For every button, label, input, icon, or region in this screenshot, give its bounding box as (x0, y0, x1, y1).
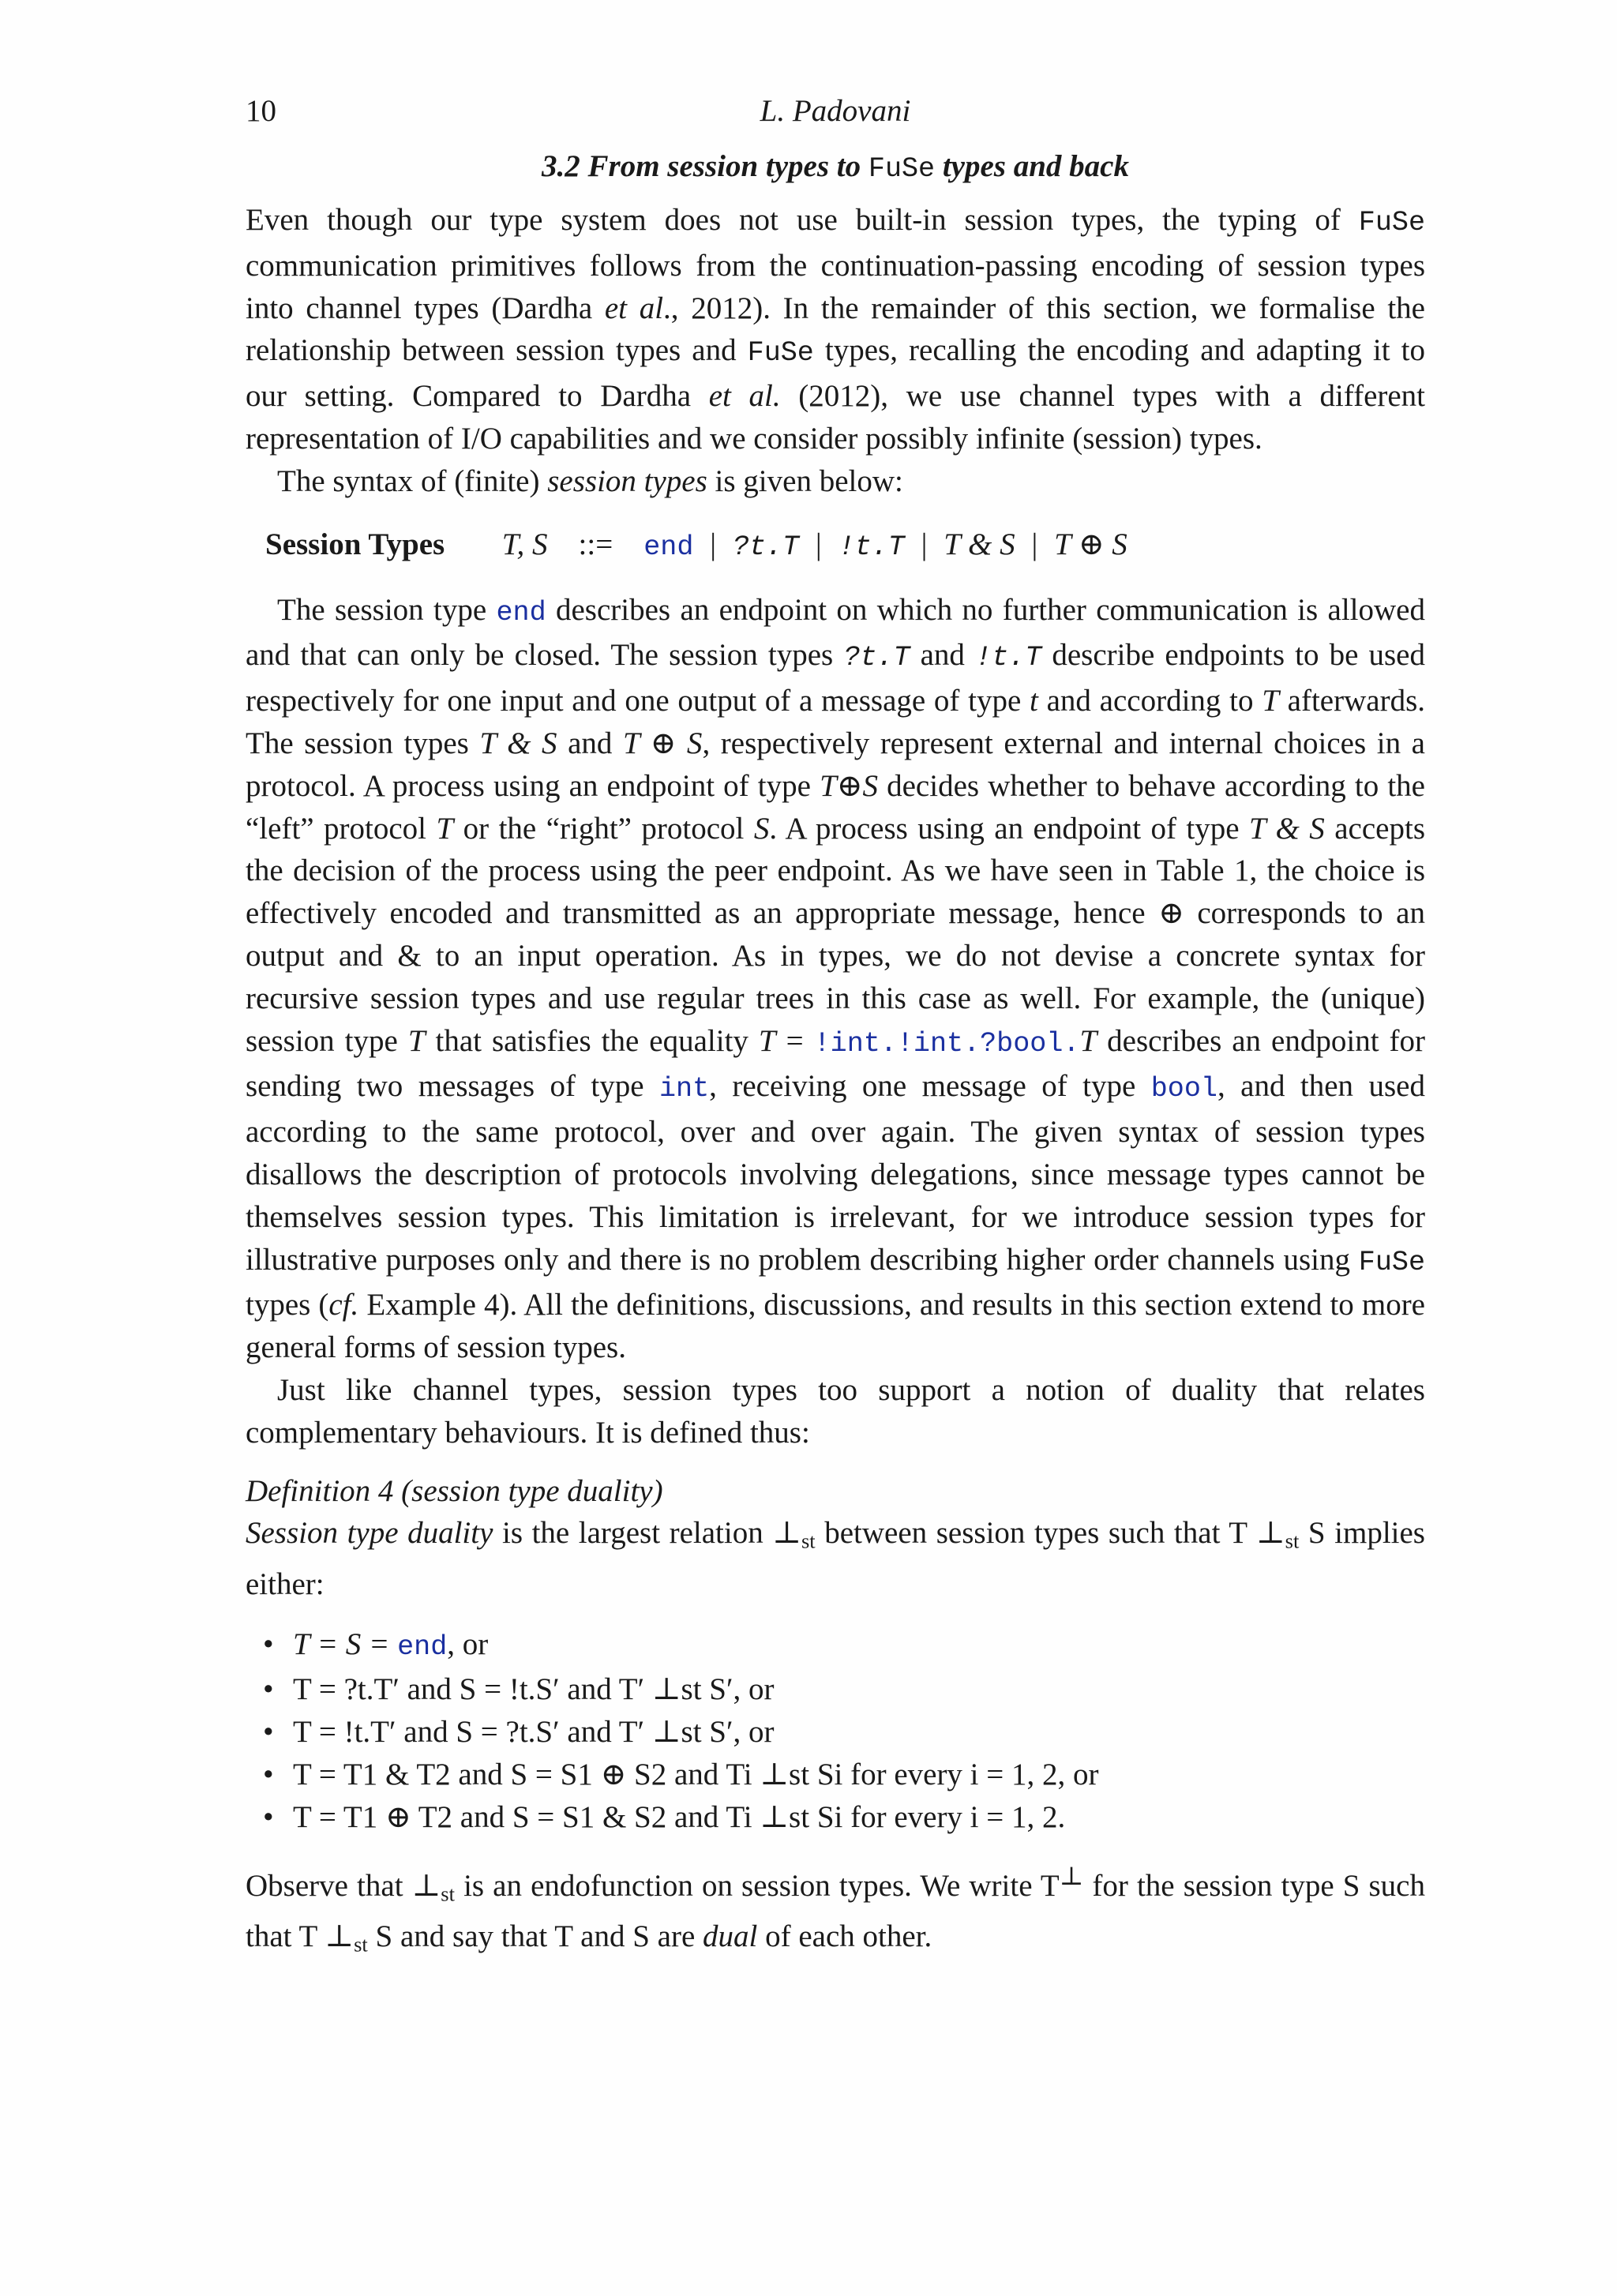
page-number: 10 (246, 94, 276, 128)
list-item: • T = ?t.T′ and S = !t.S′ and T′ ⊥st S′, or (293, 1668, 1425, 1711)
paragraph-session-types-explained: The session type end describes an endpoint on which no further communication is allowed and that can only be closed. The session types ?t.T and !t.T describe endpoints to be used respectively for one input and one output of a message of type t and according to T afterwards. The session types T & S and T ⊕ S, respectively represent external and internal choices in a protocol. A process using an endpoint of type T⊕S decides whether to behave according to the “left” protocol T or the “right” protocol S. A process using an endpoint of type T & S accepts the decision of the process using the peer endpoint. As we have seen in Table 1, the choice is effectively encoded and transmitted as an appropriate message, hence ⊕ corresponds to an output and & to an input operation. As in types, we do not devise a concrete syntax for recursive session types and use regular trees in this case as well. For example, the (unique) session type T that satisfies the equality T = !int.!int.?bool.T describes an endpoint for sending two messages of type int, receiving one message of type bool, and then used according to the same protocol, over and over again. The given syntax of session types disallows the description of protocols involving delegations, since message types cannot be themselves session types. This limitation is irrelevant, for we introduce session types for illustrative purposes only and there is no problem describing higher order channels using FuSe types (cf. Example 4). All the definitions, discussions, and results in this section extend to more general forms of session types. (246, 592, 1426, 1365)
grammar-alt-input: ?t.T (732, 531, 800, 563)
grammar-alt-branch: T & S (944, 527, 1015, 561)
grammar-alt-end: end (643, 531, 694, 563)
list-item: • T = !t.T′ and S = ?t.S′ and T′ ⊥st S′, or (293, 1711, 1425, 1754)
paragraph-duality-intro: Just like channel types, session types too support a notion of duality that relates complementary behaviours. It is defined thus: (246, 1372, 1425, 1450)
paragraph-endofunction: Observe that $\perp_{st}$ is an endofunction on session types. We write T⊥ for the session type S such that T $\perp_{st}$ S and say that T and S are dual of each other. (246, 1862, 1425, 1956)
definition-heading: Definition 4 (session type duality) (246, 1473, 663, 1508)
grammar-alt-output: !t.T (838, 531, 905, 563)
section-title: 3.2 From session types to FuSe types and back (542, 149, 1129, 185)
session-types-grammar: Session Types T, S ::= end | ?t.T | !t.T | T & S | T ⊕ S (265, 523, 1425, 568)
paragraph-syntax-intro: The syntax of (finite) session types is given below: (277, 463, 903, 498)
grammar-alt-choice: T ⊕ S (1054, 527, 1127, 561)
duality-cases-list (246, 1623, 1425, 1839)
paper-page (246, 93, 1425, 1966)
grammar-label: Session Types (265, 527, 445, 561)
list-item: • T = T1 & T2 and S = S1 ⊕ S2 and Ti ⊥st Si for every i = 1, 2, or (293, 1754, 1425, 1796)
paragraph-intro: Even though our type system does not use built-in session types, the typing of FuSe communication primitives follows from the continuation-passing encoding of session types into channel types (Dardha et al., 2012). In the remainder of this section, we formalise the relationship between session types and FuSe types, recalling the encoding and adapting it to our setting. Compared to Dardha et al. (2012), we use channel types with a different representation of I/O capabilities and we consider possibly infinite (session) types. (246, 203, 1426, 456)
list-item: • T = T1 ⊕ T2 and S = S1 & S2 and Ti ⊥st Si for every i = 1, 2. (293, 1796, 1425, 1839)
running-header (246, 93, 1425, 141)
list-item: • T = S = end, or (293, 1623, 1425, 1669)
running-author: L. Padovani (760, 94, 911, 128)
definition-body: Session type duality is the largest relation $\perp_{st}$ between session types such that T $\perp_{st}$ S implies either: (246, 1516, 1425, 1601)
grammar-vars: T, S (501, 527, 548, 561)
